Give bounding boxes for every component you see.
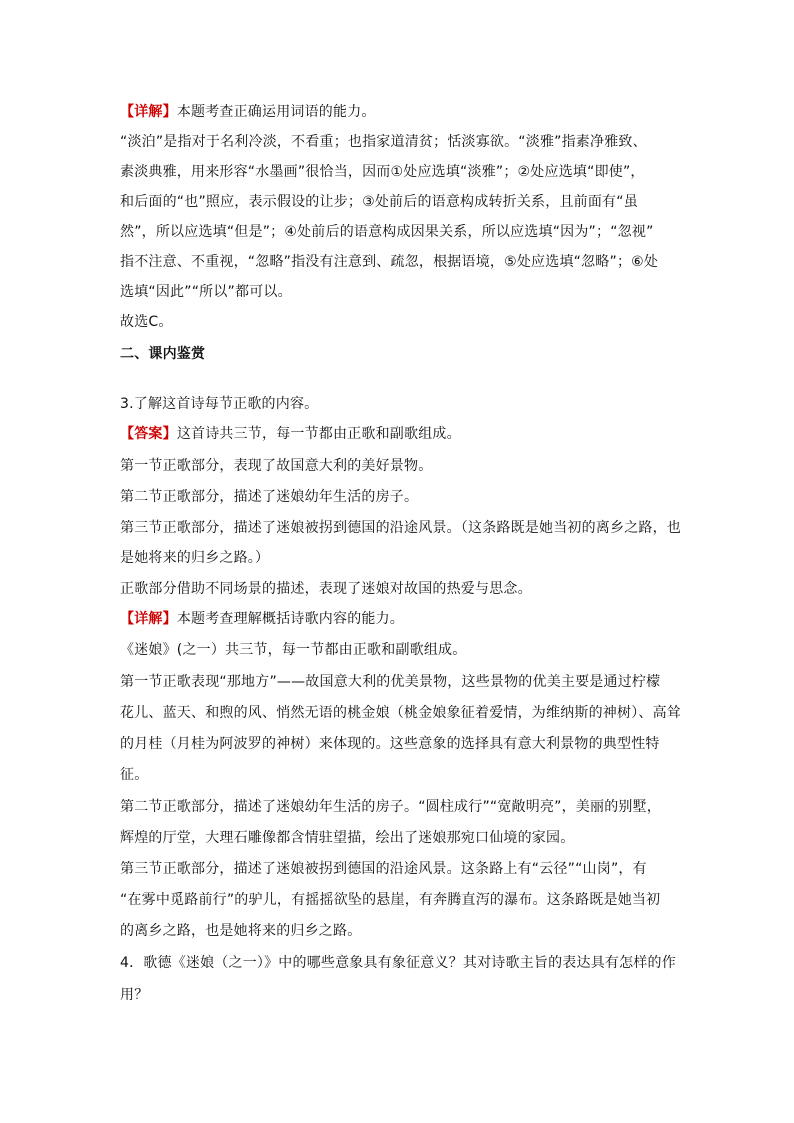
line-text: 是她将来的归乡之路。） [120, 550, 270, 566]
line-text: 的离乡之路，也是她将来的归乡之路。 [120, 923, 362, 939]
line-text: 二、课内鉴赏 [120, 346, 206, 362]
text-line [120, 641, 684, 659]
line-text: 第二节正歌部分，描述了迷娘幼年生活的房子。 [120, 489, 419, 505]
line-text: 本题考查正确运用词语的能力。 [176, 104, 376, 120]
text-line [120, 735, 684, 753]
line-text: 的月桂（月桂为阿波罗的神树）来体现的。这些意象的选择具有意大利景物的典型性特 [120, 736, 660, 752]
text-line [120, 954, 684, 972]
text-line [120, 860, 684, 878]
line-text: 征。 [120, 767, 149, 783]
line-text: 花儿、蓝天、和煦的风、悄然无语的桃金娘（桃金娘象征着爱情，为维纳斯的神树）、高耸 [120, 705, 681, 721]
text-line [120, 103, 684, 121]
section-tag: 【答案】 [120, 426, 177, 442]
line-text: 指不注意、不重视，“忽略”指没有注意到、疏忽，根据语境，⑤处应选填“忽略”；⑥处 [120, 254, 659, 270]
line-text: 选填“因此”“所以”都可以。 [120, 284, 292, 300]
line-text: 《迷娘》(之一）共三节，每一节都由正歌和副歌组成。 [120, 642, 467, 658]
text-line [120, 986, 684, 1004]
text-line [120, 766, 684, 784]
text-line [120, 488, 684, 506]
line-text: “在雾中觅路前行”的驴儿，有摇摇欲坠的悬崖，有奔腾直泻的瀑布。这条路既是她当初 [120, 892, 661, 908]
text-line [120, 193, 684, 211]
text-line [120, 580, 684, 598]
text-line [120, 313, 684, 331]
text-line [120, 253, 684, 271]
text-line [120, 610, 684, 628]
line-text: 素淡典雅，用来形容“水墨画”很恰当，因而①处应选填“淡雅”；②处应选填“即使”， [120, 164, 645, 180]
text-line [120, 395, 684, 413]
line-text: 本题考查理解概括诗歌内容的能力。 [176, 611, 405, 627]
line-text: 故选C。 [120, 314, 173, 330]
text-line [120, 223, 684, 241]
text-line [120, 425, 684, 443]
text-line [120, 345, 684, 363]
line-text: “淡泊”是指对于名利冷淡，不看重；也指家道清贫；恬淡寡欲。“淡雅”指素净雅致、 [120, 134, 647, 150]
text-line [120, 549, 684, 567]
line-text: 3.了解这首诗每节正歌的内容。 [120, 396, 319, 412]
line-text: 辉煌的厅堂，大理石雕像都含情驻望描，绘出了迷娘那宛口仙境的家园。 [120, 830, 575, 846]
section-tag: 【详解】 [120, 104, 177, 120]
text-line [120, 283, 684, 301]
text-line [120, 891, 684, 909]
line-text: 这首诗共三节，每一节都由正歌和副歌组成。 [176, 426, 461, 442]
text-line [120, 133, 684, 151]
line-text: 第一节正歌表现“那地方”——故国意大利的优美景物，这些景物的优美主要是通过柠檬 [120, 674, 661, 690]
line-text: 用？ [120, 987, 149, 1003]
line-text: 第一节正歌部分，表现了故国意大利的美好景物。 [120, 458, 433, 474]
text-line [120, 519, 684, 537]
text-line [120, 922, 684, 940]
line-text: 4．歌德《迷娘（之一）》中的哪些意象具有象征意义？其对诗歌主旨的表达具有怎样的作 [120, 955, 676, 971]
line-text: 和后面的“也”照应，表示假设的让步；③处前后的语意构成转折关系，且前面有“虽 [120, 194, 638, 210]
text-line [120, 163, 684, 181]
text-line [120, 798, 684, 816]
text-line [120, 829, 684, 847]
line-text: 第三节正歌部分，描述了迷娘被拐到德国的沿途风景。这条路上有“云径”“山岗”，有 [120, 861, 647, 877]
line-text: 然”，所以应选填“但是”；④处前后的语意构成因果关系，所以应选填“因为”；“忽视” [120, 224, 654, 240]
line-text: 正歌部分借助不同场景的描述，表现了迷娘对故国的热爱与思念。 [120, 581, 532, 597]
text-line [120, 673, 684, 691]
text-line [120, 704, 684, 722]
section-tag: 【详解】 [120, 611, 177, 627]
line-text: 第二节正歌部分，描述了迷娘幼年生活的房子。“圆柱成行”“宽敞明亮”，美丽的别墅， [120, 799, 662, 815]
line-text: 第三节正歌部分，描述了迷娘被拐到德国的沿途风景。（这条路既是她当初的离乡之路，也 [120, 520, 681, 536]
text-line [120, 457, 684, 475]
